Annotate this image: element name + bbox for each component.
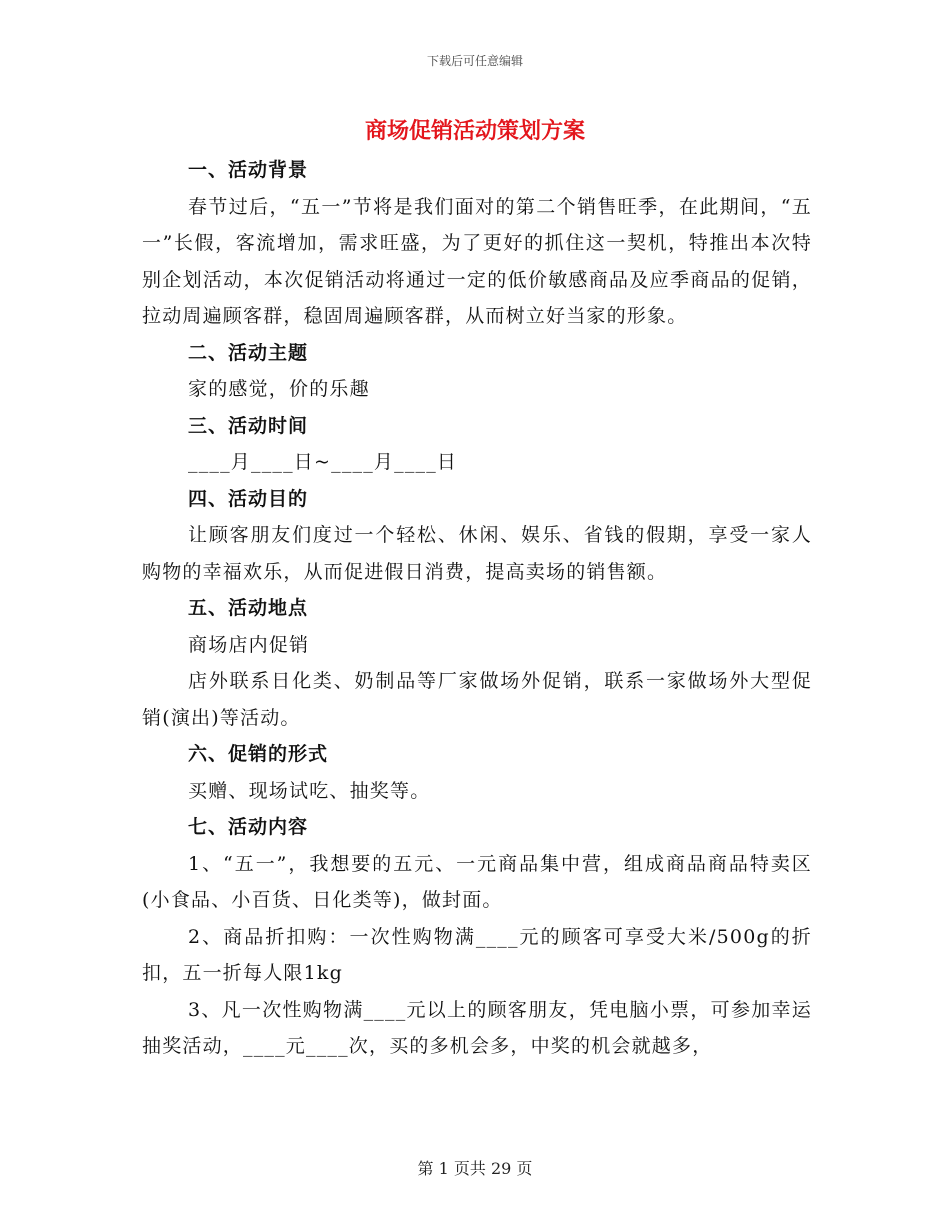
section-heading: 三、活动时间 [188,414,309,437]
section-heading: 一、活动背景 [188,159,309,181]
section-heading: 二、活动主题 [188,341,309,364]
paragraph: 商场店内促销 [188,633,310,656]
paragraph: 春节过后，“五一”节将是我们面对的第二个销售旺季，在此期间，“五一”长假，客流增加，需求旺盛，为了更好的抓住这一契机，特推出本次特别企划活动，本次促销活动将通过一定的低价敏感商品及应季商品的促销，拉动周遍顾客群，稳固周遍顾客群，从而树立好当家的形象。 [142,195,812,327]
paragraph: 1、“五一”，我想要的五元、一元商品集中营，组成商品商品特卖区(小食品、小百货、日化类等)，做封面。 [142,852,812,911]
section-heading: 五、活动地点 [188,597,309,619]
paragraph: ____月____日~____月____日 [188,451,458,473]
paragraph: 店外联系日化类、奶制品等厂家做场外促销，联系一家做场外大型促销(演出)等活动。 [142,670,812,729]
header-note: 下载后可任意编辑 [426,54,523,68]
section-heading: 六、促销的形式 [188,743,329,765]
document-body [142,152,812,1065]
paragraph: 让顾客朋友们度过一个轻松、休闲、娱乐、省钱的假期，享受一家人购物的幸福欢乐，从而促进假日消费，提高卖场的销售额。 [142,524,812,583]
page-footer: 第 1 页共 29 页 [417,1159,533,1178]
section-heading: 四、活动目的 [188,487,309,510]
paragraph: 2、商品折扣购：一次性购物满____元的顾客可享受大米/500g的折扣，五一折每人限1kg [142,925,812,984]
paragraph: 3、凡一次性购物满____元以上的顾客朋友，凭电脑小票，可参加幸运抽奖活动，____元____次，买的多机会多，中奖的机会就越多， [142,998,812,1057]
document-title: 商场促销活动策划方案 [364,119,585,144]
section-heading: 七、活动内容 [188,816,309,838]
paragraph: 家的感觉，价的乐趣 [188,378,370,400]
paragraph: 买赠、现场试吃、抽奖等。 [188,779,431,802]
